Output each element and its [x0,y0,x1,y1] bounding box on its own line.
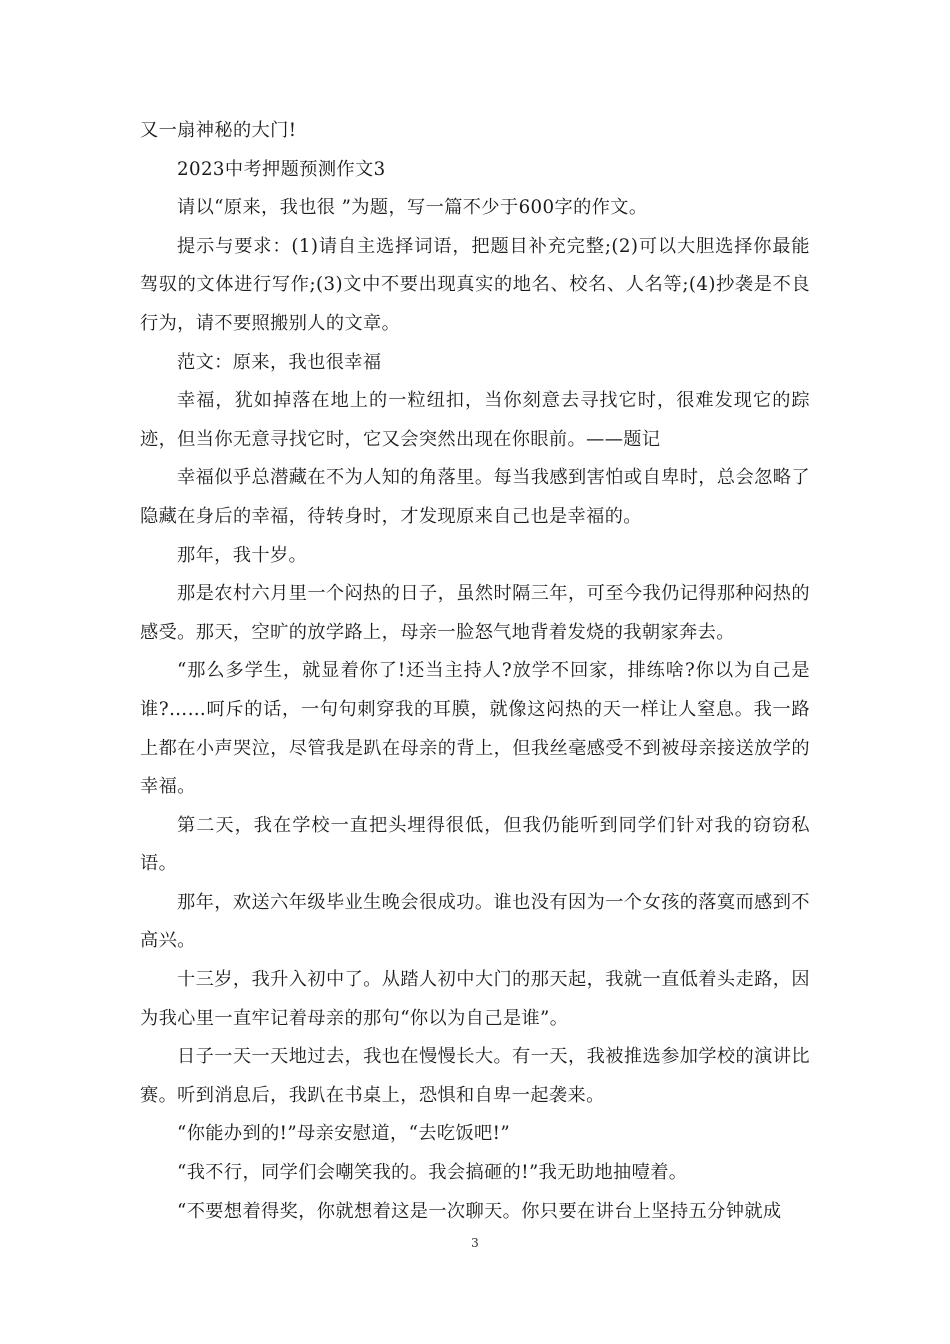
page-number: 3 [471,1236,479,1250]
paragraph-6: 幸福似乎总潜藏在不为人知的角落里。每当我感到害怕或自卑时，总会忽略了隐藏在身后的幸福，待转身时，才发现原来自己也是幸福的。 [140,467,810,527]
paragraph-0: 又一扇神秘的大门! [140,120,297,141]
sample-essay-title: 范文：原来，我也很幸福 [177,351,382,373]
paragraph-16: “不要想着得奖，你就想着这是一次聊天。你只要在讲台上坚持五分钟就成 [177,1200,782,1222]
paragraph-epigraph: 幸福，犹如掉落在地上的一粒纽扣，当你刻意去寻找它时，很难发现它的踪迹，但当你无意寻找它时，它又会突然出现在你眼前。——题记 [140,390,810,450]
essay-prompt: 请以“原来，我也很 ”为题，写一篇不少于600字的作文。 [177,197,648,219]
paragraph-8: 那是农村六月里一个闷热的日子，虽然时隔三年，可至今我仍记得那种闷热的感受。那天，空旷的放学路上，母亲一脸怒气地背着发烧的我朝家奔去。 [140,583,810,643]
essay-requirements: 提示与要求：(1)请自主选择词语，把题目补充完整;(2)可以大胆选择你最能驾驭的文体进行写作;(3)文中不要出现真实的地名、校名、人名等;(4)抄袭是不良行为，请不要照搬别人的文章。 [140,235,811,334]
document-body [140,112,810,1231]
paragraph-14: “你能办到的!”母亲安慰道，“去吃饭吧!” [177,1123,511,1145]
paragraph-12: 十三岁，我升入初中了。从踏人初中大门的那天起，我就一直低着头走路，因为我心里一直牢记着母亲的那句“你以为自己是谁”。 [140,969,810,1029]
paragraph-11: 那年，欢送六年级毕业生晚会很成功。谁也没有因为一个女孩的落寞而感到不高兴。 [140,891,810,952]
paragraph-15: “我不行，同学们会嘲笑我的。我会搞砸的!”我无助地抽噎着。 [177,1162,688,1184]
paragraph-7: 那年，我十岁。 [177,544,308,566]
paragraph-13: 日子一天一天地过去，我也在慢慢长大。有一天，我被推选参加学校的演讲比赛。听到消息后，我趴在书桌上，恐惧和自卑一起袭来。 [140,1046,810,1106]
paragraph-10: 第二天，我在学校一直把头埋得很低，但我仍能听到同学们针对我的窃窃私语。 [140,814,810,875]
essay-heading: 2023中考押题预测作文3 [177,158,386,180]
paragraph-9: “那么多学生，就显着你了!还当主持人?放学不回家，排练啥?你以为自己是谁?……呵斥的话，一句句刺穿我的耳膜，就像这闷热的天一样让人窒息。我一路上都在小声哭泣，尽管我是趴在母亲的背上，但我丝毫感受不到被母亲接送放学的幸福。 [140,660,810,798]
